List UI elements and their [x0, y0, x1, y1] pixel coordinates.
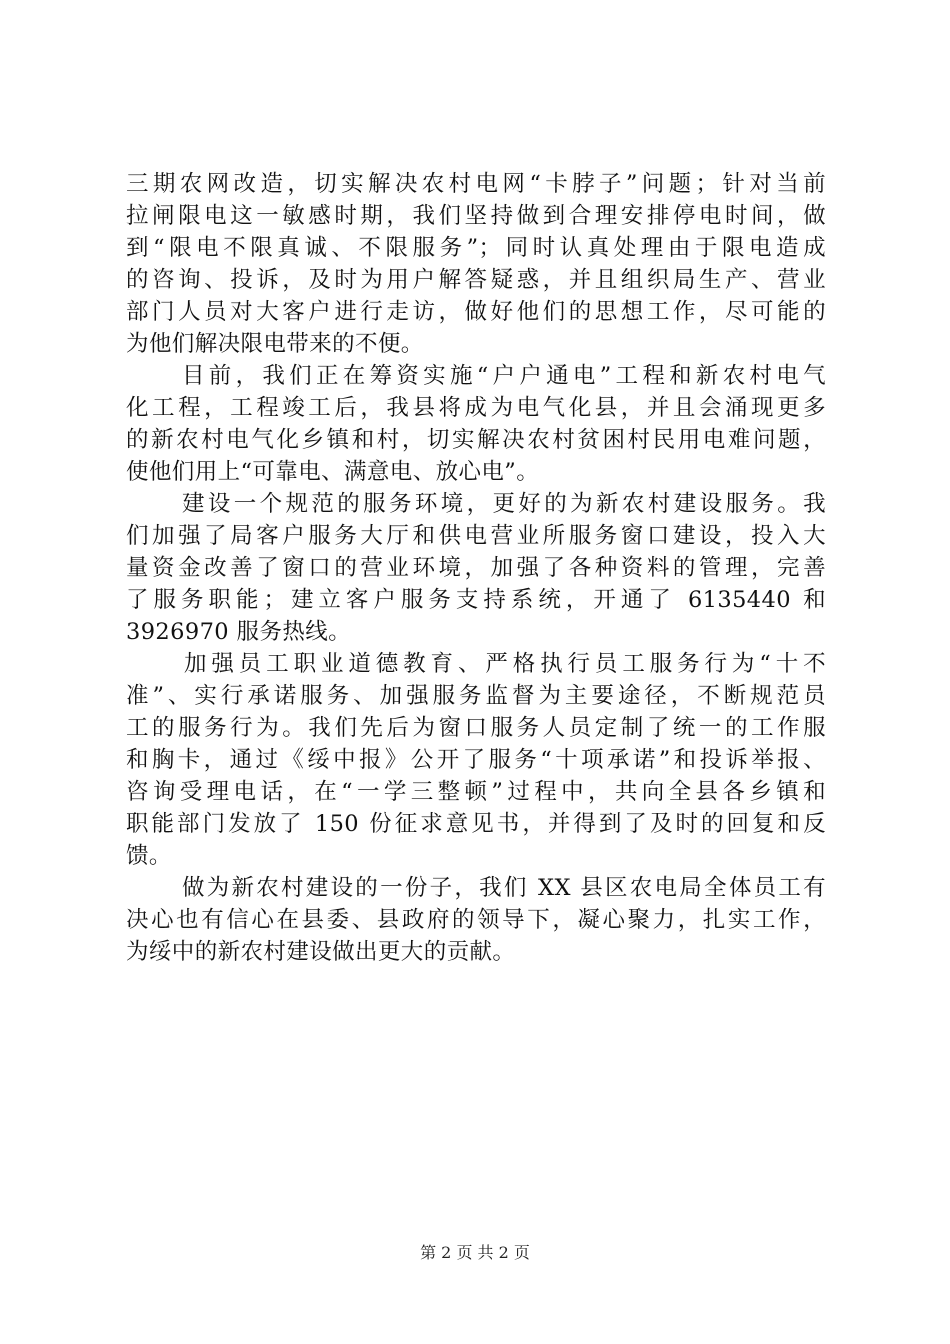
text-line: 量资金改善了窗口的营业环境，加强了各种资料的管理，完善 — [126, 555, 826, 581]
text-line: 和胸卡，通过《绥中报》公开了服务“十项承诺”和投诉举报、 — [126, 747, 826, 773]
text-line: 职能部门发放了 150 份征求意见书，并得到了及时的回复和反 — [126, 811, 826, 837]
text-line: 部门人员对大客户进行走访，做好他们的思想工作，尽可能的 — [126, 299, 826, 325]
page-footer: 第 2 页 共 2 页 — [420, 1243, 530, 1262]
text-line: 了服务职能；建立客户服务支持系统，开通了 6135440 和 — [126, 587, 826, 613]
text-line: 馈。 — [126, 843, 172, 869]
text-line: 工的服务行为。我们先后为窗口服务人员定制了统一的工作服 — [126, 715, 826, 741]
text-line: 使他们用上“可靠电、满意电、放心电”。 — [126, 459, 540, 485]
text-line: 咨询受理电话，在“一学三整顿”过程中，共向全县各乡镇和 — [126, 779, 826, 805]
text-line: 化工程，工程竣工后，我县将成为电气化县，并且会涌现更多 — [126, 395, 826, 421]
text-line: 的新农村电气化乡镇和村，切实解决农村贫困村民用电难问题， — [126, 427, 826, 453]
text-line: 加强员工职业道德教育、严格执行员工服务行为“十不 — [184, 651, 826, 677]
text-line: 三期农网改造，切实解决农村电网“卡脖子”问题；针对当前 — [126, 171, 826, 197]
text-line: 为绥中的新农村建设做出更大的贡献。 — [126, 939, 516, 965]
text-line: 建设一个规范的服务环境，更好的为新农村建设服务。我 — [182, 491, 826, 517]
text-line: 的咨询、投诉，及时为用户解答疑惑，并且组织局生产、营业 — [126, 267, 826, 293]
text-line: 拉闸限电这一敏感时期，我们坚持做到合理安排停电时间，做 — [126, 203, 826, 229]
text-line: 到“限电不限真诚、不限服务”；同时认真处理由于限电造成 — [126, 235, 826, 261]
text-line: 目前，我们正在筹资实施“户户通电”工程和新农村电气 — [182, 363, 826, 389]
text-line: 决心也有信心在县委、县政府的领导下，凝心聚力，扎实工作， — [126, 907, 826, 933]
text-line: 做为新农村建设的一份子，我们 XX 县区农电局全体员工有 — [182, 875, 826, 901]
document-body — [126, 168, 826, 968]
text-line: 准”、实行承诺服务、加强服务监督为主要途径，不断规范员 — [126, 683, 826, 709]
text-line: 们加强了局客户服务大厅和供电营业所服务窗口建设，投入大 — [126, 523, 826, 549]
text-line: 为他们解决限电带来的不便。 — [126, 331, 424, 357]
text-line: 3926970 服务热线。 — [126, 619, 352, 645]
